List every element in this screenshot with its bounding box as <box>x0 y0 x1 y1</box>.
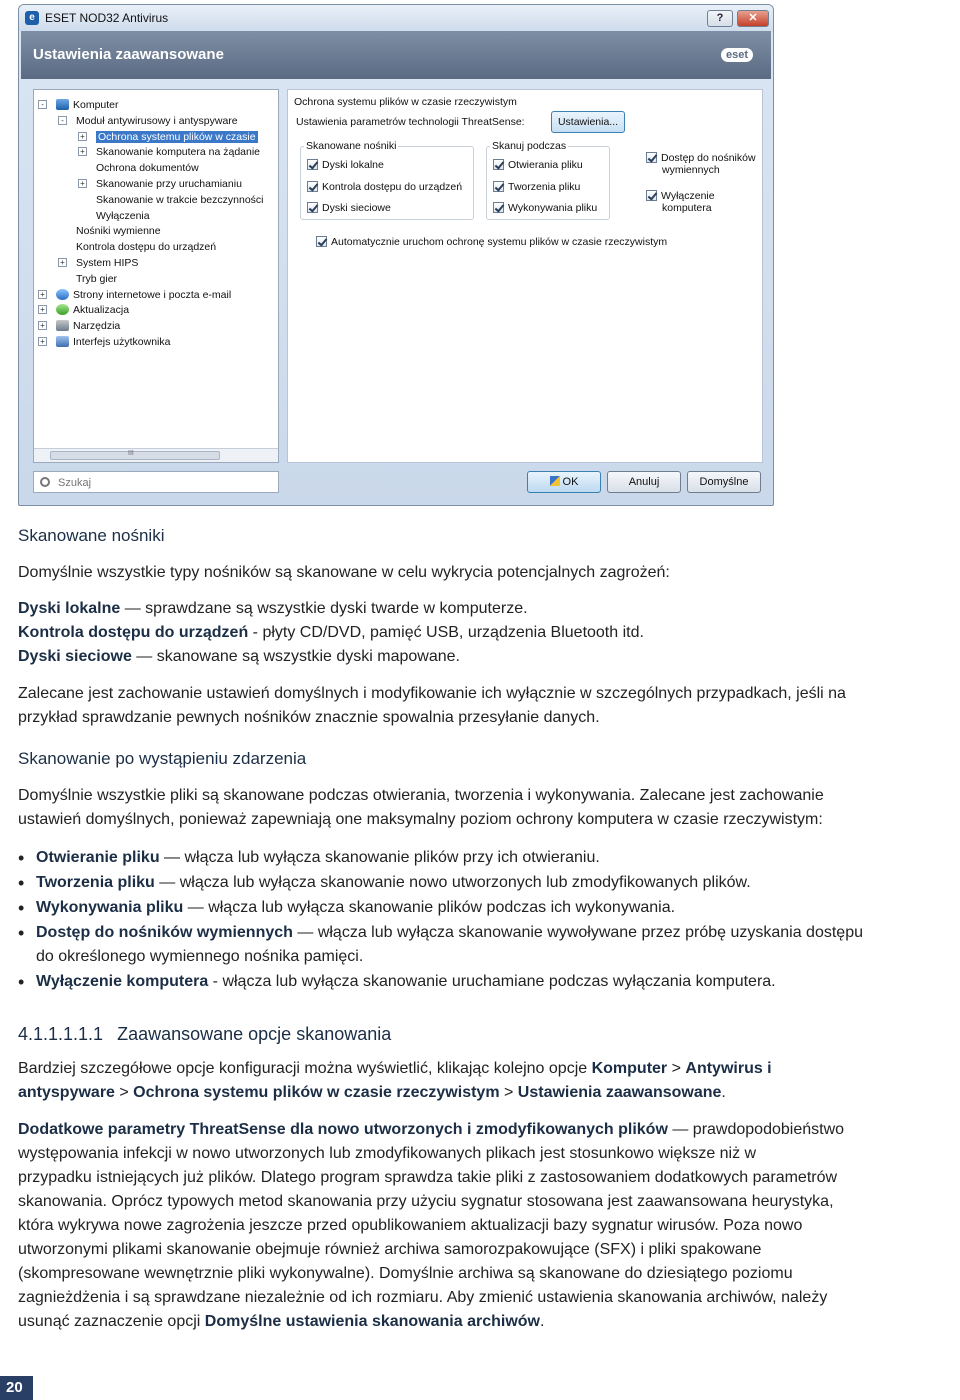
tree-item-label: Moduł antywirusowy i antyspyware <box>76 114 238 127</box>
tree-item[interactable] <box>56 98 119 112</box>
bullet-file-open: • Otwieranie pliku — włącza lub wyłącza skanowanie plików przy ich otwieraniu. <box>18 846 960 870</box>
expand-icon[interactable]: + <box>78 147 87 156</box>
advanced-settings-window <box>18 4 774 506</box>
web-icon <box>56 289 69 300</box>
network-drives-checkbox[interactable]: Dyski sieciowe <box>307 202 391 214</box>
search-input[interactable] <box>58 475 268 490</box>
threatsense-label: Ustawienia parametrów technologii ThreatSense: <box>296 116 525 128</box>
tree-item-label: Tryb gier <box>76 272 118 285</box>
ui-icon <box>56 336 69 347</box>
check-icon <box>307 181 318 192</box>
tree-item[interactable] <box>56 319 120 333</box>
computer-shutdown-checkbox[interactable]: Wyłączenie komputera <box>646 190 715 214</box>
section-title: Zaawansowane opcje skanowania <box>117 1024 392 1044</box>
settings-tree[interactable] <box>33 89 279 463</box>
tree-item[interactable] <box>76 240 216 254</box>
tree-item[interactable] <box>96 177 242 191</box>
update-icon <box>56 304 69 315</box>
paragraph-media-note-line2: przykład sprawdzanie pewnych nośników znacznie spowalnia przesyłanie danych. <box>18 709 600 726</box>
expand-icon[interactable]: + <box>38 321 47 330</box>
tree-item-label: System HIPS <box>76 257 139 269</box>
tree-item-label: Narzędzia <box>73 320 121 333</box>
file-open-checkbox[interactable]: Otwierania pliku <box>493 159 583 171</box>
page-number: 20 <box>0 1376 33 1400</box>
tree-item[interactable] <box>96 161 199 175</box>
file-execute-checkbox[interactable]: Wykonywania pliku <box>493 202 597 214</box>
eset-app-icon: e <box>25 11 39 25</box>
scanned-media-group <box>300 140 474 220</box>
tree-item-label: Skanowanie komputera na żądanie <box>96 146 261 159</box>
tree-item[interactable] <box>76 256 138 270</box>
tools-icon <box>56 320 69 331</box>
check-icon <box>307 159 318 170</box>
cancel-button[interactable]: Anuluj <box>607 471 681 493</box>
app-title: ESET NOD32 Antivirus <box>45 11 169 25</box>
expand-icon[interactable]: + <box>78 179 87 188</box>
ok-button[interactable]: OK <box>527 471 601 493</box>
expand-icon[interactable]: + <box>38 337 47 346</box>
tree-item[interactable] <box>56 335 170 349</box>
heading-scanned-media: Skanowane nośniki <box>18 526 165 545</box>
paragraph-advanced-path: Bardziej szczegółowe opcje konfiguracji można wyświetlić, klikając kolejno opcje Komputer > Antywirus i antyspyware > Ochrona systemu plików w czasie rzeczywistym > Ustawienia zaawansowane. <box>18 1060 772 1101</box>
check-icon <box>493 159 504 170</box>
section-heading <box>18 1024 391 1045</box>
tree-item-label: Wyłączenia <box>96 209 150 222</box>
default-button[interactable]: Domyślne <box>687 471 761 493</box>
title-bar <box>19 5 773 31</box>
file-create-checkbox[interactable]: Tworzenia pliku <box>493 181 580 193</box>
heading-event-scan: Skanowanie po wystąpieniu zdarzenia <box>18 749 307 768</box>
scan-on-group <box>486 140 610 220</box>
media-item-local: Dyski lokalne — sprawdzane są wszystkie dyski twarde w komputerze. <box>18 600 528 617</box>
close-button[interactable]: ✕ <box>737 10 769 27</box>
tree-item[interactable] <box>96 145 260 159</box>
media-item-network: Dyski sieciowe — skanowane są wszystkie dyski mapowane. <box>18 648 460 665</box>
bullet-removable-media: • Dostęp do nośników wymiennych — włącza lub wyłącza skanowanie wywoływane przez próbę uzyskania dostępu do określonego wymiennego nośnika pamięci. <box>18 921 960 969</box>
tree-item-label: Interfejs użytkownika <box>73 336 171 348</box>
paragraph-event-line2: ustawień domyślnych, ponieważ zapewniają one maksymalny poziom ochrony komputera w czasie rzeczywistym: <box>18 811 823 828</box>
bullet-computer-shutdown: • Wyłączenie komputera - włącza lub wyłącza skanowanie uruchamiane podczas wyłączania komputera. <box>18 970 960 994</box>
check-icon <box>646 152 657 163</box>
check-icon <box>307 202 318 213</box>
tree-item-label: Ochrona systemu plików w czasie <box>98 130 256 143</box>
scanned-media-title: Skanowane nośniki <box>306 140 397 152</box>
scrollbar-grip: III <box>128 450 134 457</box>
tree-item[interactable] <box>96 130 258 144</box>
scrollbar-thumb[interactable] <box>50 451 220 460</box>
section-number: 4.1.1.1.1.1 <box>18 1024 104 1044</box>
device-control-checkbox[interactable]: Kontrola dostępu do urządzeń <box>307 181 462 193</box>
bullet-file-create: • Tworzenia pliku — włącza lub wyłącza skanowanie nowo utworzonych lub zmodyfikowanych plików. <box>18 871 960 895</box>
tree-item-label: Aktualizacja <box>73 304 130 317</box>
check-icon <box>646 190 657 201</box>
tree-item[interactable] <box>56 288 231 302</box>
paragraph-media-intro: Domyślnie wszystkie typy nośników są skanowane w celu wykrycia potencjalnych zagrożeń: <box>18 564 670 581</box>
media-item-device-control: Kontrola dostępu do urządzeń - płyty CD/DVD, pamięć USB, urządzenia Bluetooth itd. <box>18 624 644 641</box>
tree-item-label: Strony internetowe i poczta e-mail <box>73 288 232 301</box>
expand-icon[interactable]: + <box>38 290 47 299</box>
tree-item[interactable] <box>96 193 264 207</box>
check-icon <box>493 181 504 192</box>
tree-item[interactable] <box>56 303 129 317</box>
paragraph-extra-params: Dodatkowe parametry ThreatSense dla nowo utworzonych i zmodyfikowanych plików — prawdopodobieństwo występowania infekcji w nowo utworzonych lub zmodyfikowanych plikach jest stosunkowo większe niż w przypadku istniejących już plików. Dlatego program sprawdza takie pliki z zastosowaniem dodatkowych parametrów skanowania. Oprócz typowych metod skanowania przy użyciu sygnatur stosowana jest zaawansowana heurystyka, która wykrywa nowe zagrożenia jeszcze przed opublikowaniem aktualizacji bazy sygnatur wirusów. Poza nowo utworzonymi plikami skanowanie obejmuje również archiwa samorozpakowujące (SFX) i pliki spakowane (skompresowane wewnętrznie pliki wykonywalne). Domyślnie archiwa są skanowane do dziesiątego poziomu zagnieżdżenia i są sprawdzane niezależnie od ich rozmiaru. Aby zmienić ustawienia skanowania archiwów, należy usunąć zaznaczenie opcji Domyślne ustawienia skanowania archiwów. <box>18 1121 845 1330</box>
computer-icon <box>56 99 69 110</box>
tree-item[interactable] <box>76 224 161 238</box>
expand-icon[interactable]: + <box>38 305 47 314</box>
tree-item-label: Komputer <box>73 99 119 111</box>
local-drives-checkbox[interactable]: Dyski lokalne <box>307 159 384 171</box>
dialog-title: Ustawienia zaawansowane <box>33 46 224 63</box>
tree-item-label: Skanowanie w trakcie bezczynności <box>96 193 264 206</box>
removable-media-access-checkbox[interactable]: Dostęp do nośników wymiennych <box>646 152 756 176</box>
expand-icon[interactable]: + <box>78 132 87 141</box>
tree-item-label: Nośniki wymienne <box>76 225 161 238</box>
bullet-file-execute: • Wykonywania pliku — włącza lub wyłącza skanowanie plików podczas ich wykonywania. <box>18 896 960 920</box>
tree-item-label: Ochrona dokumentów <box>96 162 199 175</box>
dialog-header <box>21 31 771 79</box>
threatsense-settings-button[interactable]: Ustawienia... <box>551 111 625 133</box>
scan-on-title: Skanuj podczas <box>492 140 567 152</box>
search-box[interactable] <box>33 471 279 493</box>
expand-icon[interactable]: + <box>58 258 67 267</box>
shield-icon <box>550 476 560 486</box>
paragraph-event-line1: Domyślnie wszystkie pliki są skanowane podczas otwierania, tworzenia i wykonywania. Zalecane jest zachowanie <box>18 787 824 804</box>
eset-logo: eset <box>721 48 753 62</box>
tree-item[interactable] <box>96 209 150 223</box>
search-icon <box>40 477 50 487</box>
tree-horizontal-scrollbar[interactable] <box>34 448 278 462</box>
tree-item[interactable] <box>76 114 238 128</box>
tree-item-label: Kontrola dostępu do urządzeń <box>76 241 217 254</box>
settings-panel <box>287 89 763 463</box>
paragraph-media-note-line1: Zalecane jest zachowanie ustawień domyślnych i modyfikowanie ich wyłącznie w szczególnych przypadkach, jeśli na <box>18 685 846 702</box>
check-icon <box>493 202 504 213</box>
autostart-protection-checkbox[interactable]: Automatycznie uruchom ochronę systemu plików w czasie rzeczywistym <box>316 236 667 248</box>
panel-heading: Ochrona systemu plików w czasie rzeczywistym <box>294 96 517 108</box>
collapse-icon[interactable]: - <box>58 116 67 125</box>
collapse-icon[interactable]: - <box>38 100 47 109</box>
tree-item[interactable] <box>76 272 117 286</box>
help-button[interactable]: ? <box>707 10 733 27</box>
check-icon <box>316 236 327 247</box>
tree-item-label: Skanowanie przy uruchamianiu <box>96 178 242 190</box>
